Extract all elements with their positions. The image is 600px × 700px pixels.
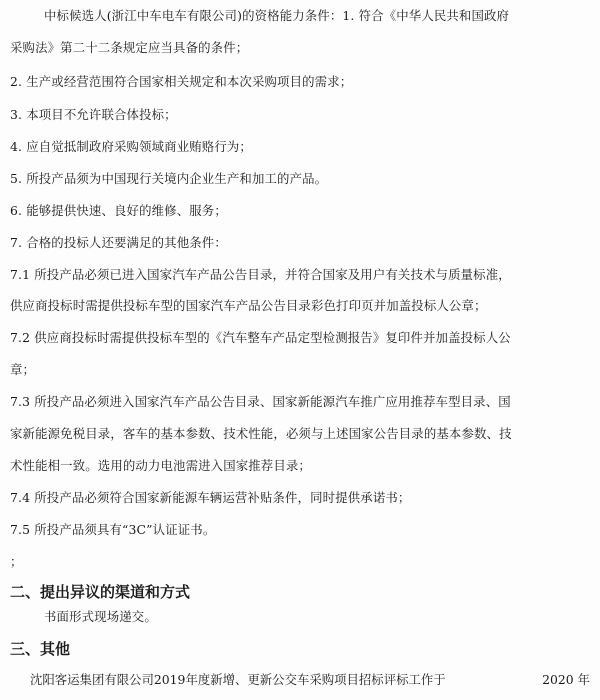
paragraph-line: ； xyxy=(10,554,23,569)
list-item-7-5: 7.5 所投产品须具有“3C”认证证书。 xyxy=(10,522,216,537)
paragraph-line: 术性能相一致。选用的动力电池需进入国家推荐目录； xyxy=(10,458,311,473)
section-body-year: 2020 年 xyxy=(542,672,590,687)
list-item-2: 2. 生产或经营范围符合国家相关规定和本次采购项目的需求； xyxy=(10,74,353,89)
list-item-7: 7. 合格的投标人还要满足的其他条件： xyxy=(10,235,227,250)
list-item-7-3: 7.3 所投产品必须进入国家汽车产品公告目录、国家新能源汽车推广应用推荐车型目录、国 xyxy=(10,394,511,409)
paragraph-line: 章； xyxy=(10,362,36,377)
paragraph-line: 采购法》第二十二条规定应当具备的条件； xyxy=(10,40,249,55)
list-item-4: 4. 应自觉抵制政府采购领域商业贿赂行为； xyxy=(10,139,252,154)
list-item-7-4: 7.4 所投产品必须符合国家新能源车辆运营补贴条件，同时提供承诺书； xyxy=(10,490,411,505)
paragraph-line: 家新能源免税目录，客车的基本参数、技术性能，必须与上述国家公告目录的基本参数、技 xyxy=(10,426,512,441)
list-item-6: 6. 能够提供快速、良好的维修、服务； xyxy=(10,203,227,218)
section-title: 三、其他 xyxy=(10,640,71,658)
list-item-7-2: 7.2 供应商投标时需提供投标车型的《汽车整车产品定型检测报告》复印件并加盖投标人公 xyxy=(10,330,511,345)
paragraph-line: 供应商投标时需提供投标车型的国家汽车产品公告目录彩色打印页并加盖投标人公章； xyxy=(10,298,487,313)
section-body: 书面形式现场递交。 xyxy=(44,609,157,624)
section-body: 沈阳客运集团有限公司2019年度新增、更新公交车采购项目招标评标工作于 xyxy=(30,672,446,687)
list-item-5: 5. 所投产品须为中国现行关境内企业生产和加工的产品。 xyxy=(10,171,328,186)
paragraph-line: 中标候选人(浙江中车电车有限公司)的资格能力条件：1. 符合《中华人民共和国政府 xyxy=(44,8,510,23)
list-item-7-1: 7.1 所投产品必须已进入国家汽车产品公告目录，并符合国家及用户有关技术与质量标准， xyxy=(10,267,511,282)
section-title: 二、提出异议的渠道和方式 xyxy=(10,583,191,601)
list-item-3: 3. 本项目不允许联合体投标； xyxy=(10,107,177,122)
